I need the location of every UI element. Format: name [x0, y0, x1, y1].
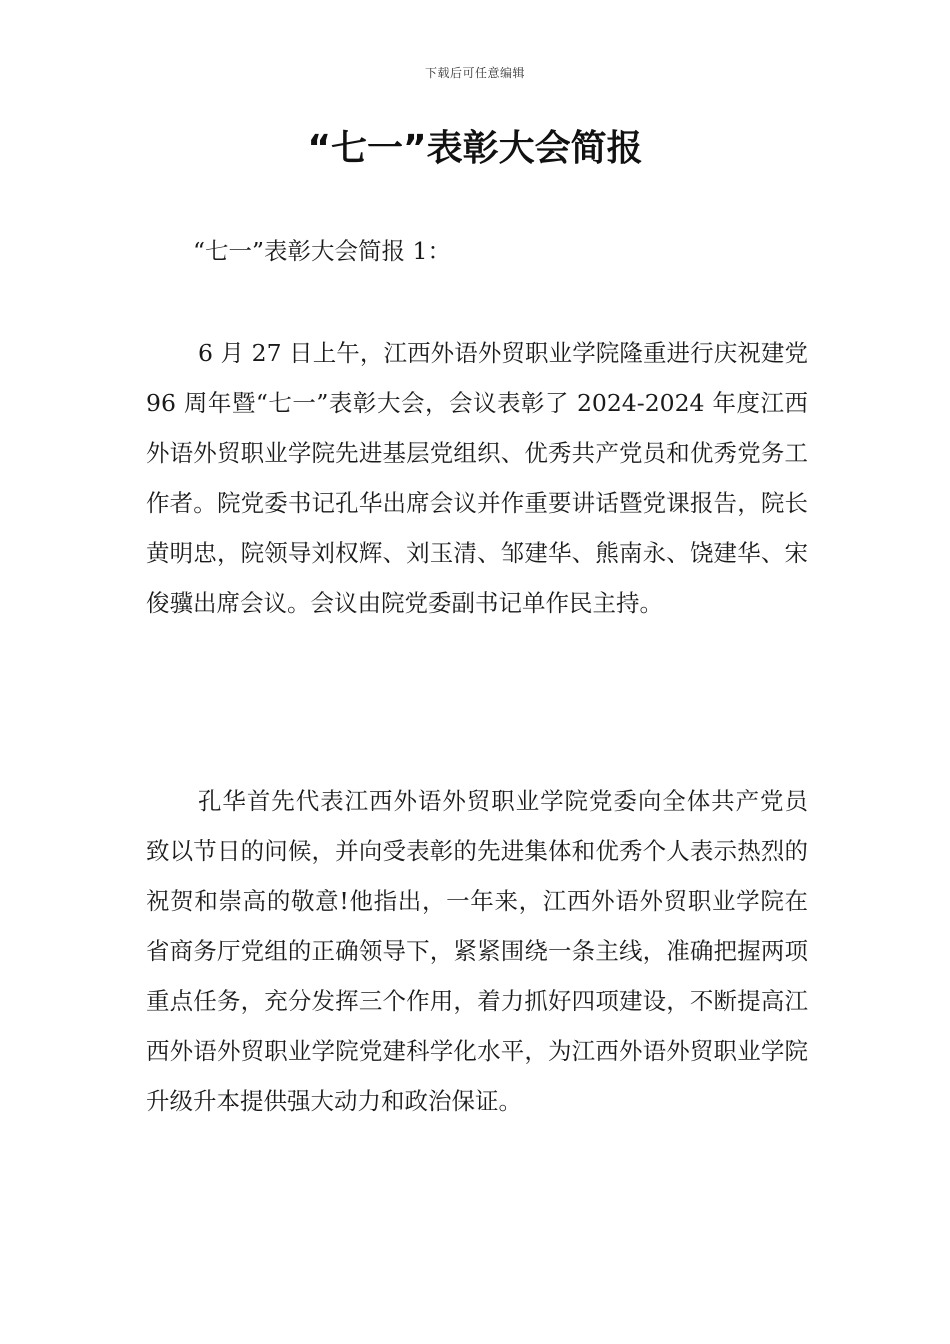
section-subtitle: “七一”表彰大会简报 1：	[193, 237, 451, 265]
document-title: “七一”表彰大会简报	[307, 128, 643, 169]
paragraph-2: 孔华首先代表江西外语外贸职业学院党委向全体共产党员致以节日的问候，并向受表彰的先进集体和优秀个人表示热烈的祝贺和崇高的敬意!他指出，一年来，江西外语外贸职业学院在省商务厅党组的正确领导下，紧紧围绕一条主线，准确把握两项重点任务，充分发挥三个作用，着力抓好四项建设，不断提高江西外语外贸职业学院党建科学化水平，为江西外语外贸职业学院升级升本提供强大动力和政治保证。	[146, 787, 808, 1115]
header-note: 下载后可任意编辑	[424, 66, 525, 80]
paragraph-1: 6 月 27 日上午，江西外语外贸职业学院隆重进行庆祝建党 96 周年暨“七一”表彰大会，会议表彰了 2024-2024 年度江西外语外贸职业学院先进基层党组织、优秀共产党员和优秀党务工作者。院党委书记孔华出席会议并作重要讲话暨党课报告，院长黄明忠，院领导刘权辉、刘玉清、邹建华、熊南永、饶建华、宋俊骥出席会议。会议由院党委副书记单作民主持。	[146, 339, 808, 617]
